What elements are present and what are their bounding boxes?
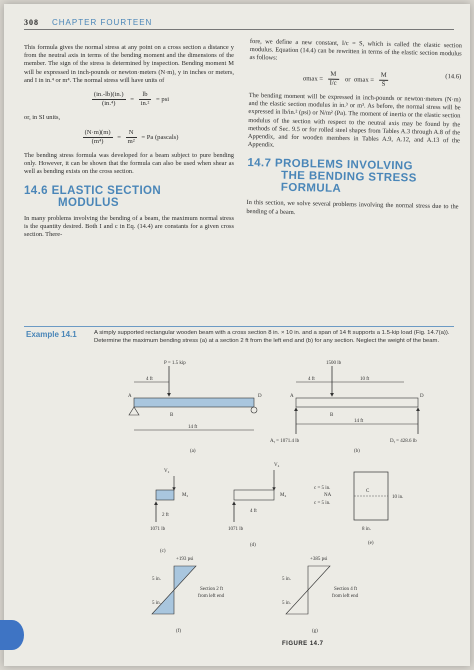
header-rule — [24, 29, 454, 30]
tag-d: (d) — [250, 543, 256, 548]
section-modulus-equation: σmax = $\frac{M}{I/c}$ or σmax = $\frac{M}{S}$ (14.6) — [302, 70, 462, 88]
tag-b: (b) — [354, 449, 360, 454]
example-rule — [24, 326, 454, 327]
right-paragraph-2: The bending moment will be expressed in inch-pounds or newton·meters (N·m) and the elastic section modulus in in.³ or m³. As before, the normal stress will be expressed in lb/in.² (psi) or N/m² (Pa). The moment of inertia or the elastic section modulus of the section with respect to the neutral axis may be found by the methods of Sec. 9.5 or for rolled steel shapes from Tables A.3 through A.8 of the Appendix, and for wooden members in Tables A.9, A.12, and A.13 of the Appendix. — [247, 92, 461, 149]
dim-c: 2 ft — [162, 513, 169, 518]
equation-number: (14.6) — [445, 72, 462, 81]
left-paragraph-1: This formula gives the normal stress at any point on a cross section a distance y from the neutral axis in terms of the bending moment and the dimensions of the member. The sign of the stress is determined by inspection. Bending moment M will be expressed in inch-pounds or newton·meters (N·m), y in inches or meters, and I in in.⁴ or m⁴. The normal stress will have units of — [24, 44, 234, 84]
beam-a — [134, 398, 254, 407]
left-column — [24, 44, 234, 243]
tag-f: (f) — [176, 629, 181, 634]
tag-c: (c) — [160, 549, 166, 554]
figure-part-c — [150, 469, 188, 554]
stress-diagram-f — [152, 566, 196, 614]
note2-g: from left end — [332, 594, 359, 599]
c-bot-e: c = 5 in. — [314, 501, 331, 506]
force-c: 1071 lb — [150, 527, 166, 532]
depth2-g: 5 in. — [282, 601, 291, 606]
or-si-units: or, in SI units, — [24, 114, 61, 122]
finger-blob — [0, 620, 24, 650]
tag-g: (g) — [312, 629, 318, 634]
note1-g: Section 4 ft — [334, 587, 358, 592]
chapter-title: CHAPTER FOURTEEN — [52, 18, 153, 27]
depth1-g: 5 in. — [282, 577, 291, 582]
figure-caption: FIGURE 14.7 — [282, 641, 324, 647]
stress-g: +385 psi — [310, 557, 328, 562]
right-paragraph-3: In this section, we solve several problems involving the normal stress due to the bending of a beam. — [246, 199, 459, 216]
point-D-a: D — [258, 394, 262, 399]
dim-d: 4 ft — [250, 509, 257, 514]
figure-part-b — [270, 361, 424, 454]
figure-svg — [64, 354, 464, 664]
figure-part-e — [314, 472, 403, 546]
span-a: 14 ft — [188, 425, 198, 430]
moment-d: M₄ — [280, 493, 287, 498]
span-b: 14 ft — [354, 419, 364, 424]
depth1-f: 5 in. — [152, 577, 161, 582]
reaction-A-b: Aᵧ = 1071.4 lb — [270, 439, 300, 444]
textbook-page — [4, 4, 470, 666]
page-number: 308 — [24, 18, 39, 27]
example-label: Example 14.1 — [26, 330, 77, 339]
figure-part-g — [282, 557, 359, 634]
stress-f: +193 psi — [176, 557, 194, 562]
dim-left-a: 4 ft — [146, 377, 153, 382]
shear-c: V₂ — [164, 469, 170, 474]
figure-part-a — [128, 361, 262, 454]
moment-c: M₂ — [182, 493, 189, 498]
point-B-a: B — [170, 413, 174, 418]
dim-right-b: 10 ft — [360, 377, 370, 382]
left-paragraph-2: The bending stress formula was developed for a beam subject to pure bending only. However, it can be shown that the formula can also be used when shear as well as bending exists on the cross section. — [24, 152, 234, 176]
section-title-14-7: 14.7 PROBLEMS INVOLVING THE BENDING STRESS FORMULA — [247, 157, 417, 196]
dim-left-b: 4 ft — [308, 377, 315, 382]
tag-a: (a) — [190, 449, 196, 454]
load-label-b: 1500 lb — [326, 361, 342, 366]
units-equation-us: $\frac{(in.-lb)(in.)}{\text{(in.⁴)}}$ = $\frac{lb}{\text{in.²}}$ = psi — [93, 91, 170, 108]
units-equation-si: $\frac{(N\cdot m)(m)}{\text{(m⁴)}}$ = $\frac{N}{\text{m²}}$ = Pa (pascals) — [84, 128, 179, 145]
right-paragraph-1: fore, we define a new constant, I/c = S, which is called the elastic section modulus. Equation (14.4) can be rewritten in terms of the elastic section modulus as follows: — [249, 38, 462, 62]
height-e: 10 in. — [392, 495, 404, 500]
point-A-b: A — [290, 394, 294, 399]
figure-14-7 — [64, 354, 464, 664]
example-text: A simply supported rectangular wooden beam with a cross section 8 in. × 10 in. and a span of 14 ft supports a 1.5-kip load (Fig. 14.7(a)). Determine the maximum bending stress (a) at a section 2 ft from the left end and (b) for any section. Neglect the weight of the beam. — [94, 330, 450, 344]
note1-f: Section 2 ft — [200, 587, 224, 592]
right-column — [246, 38, 462, 224]
width-e: 8 in. — [362, 527, 371, 532]
reaction-D-b: Dᵧ = 428.6 lb — [390, 439, 417, 444]
c-top-e: c = 5 in. — [314, 486, 331, 491]
force-d: 1071 lb — [228, 527, 244, 532]
note2-f: from left end — [198, 594, 225, 599]
left-paragraph-3: In many problems involving the bending of a beam, the maximum normal stress is the quantity desired. Both I and c in Eq. (14.4) are constants for a given cross section. There- — [24, 214, 234, 239]
tag-e: (e) — [368, 541, 374, 546]
beam-b — [296, 398, 418, 407]
shear-d: V₄ — [274, 463, 280, 468]
point-D-b: D — [420, 394, 424, 399]
load-label-a: P = 1.5 kip — [164, 361, 186, 366]
point-A-a: A — [128, 394, 132, 399]
na-e: NA — [324, 493, 332, 498]
point-B-b: B — [330, 413, 334, 418]
section-title-14-6: 14.6 ELASTIC SECTION MODULUS — [24, 184, 162, 209]
figure-part-f — [152, 557, 225, 634]
page-header — [24, 18, 152, 27]
stress-diagram-g — [286, 566, 330, 614]
depth2-f: 5 in. — [152, 601, 161, 606]
centroid-e: C — [366, 489, 370, 494]
figure-part-d — [228, 463, 286, 548]
